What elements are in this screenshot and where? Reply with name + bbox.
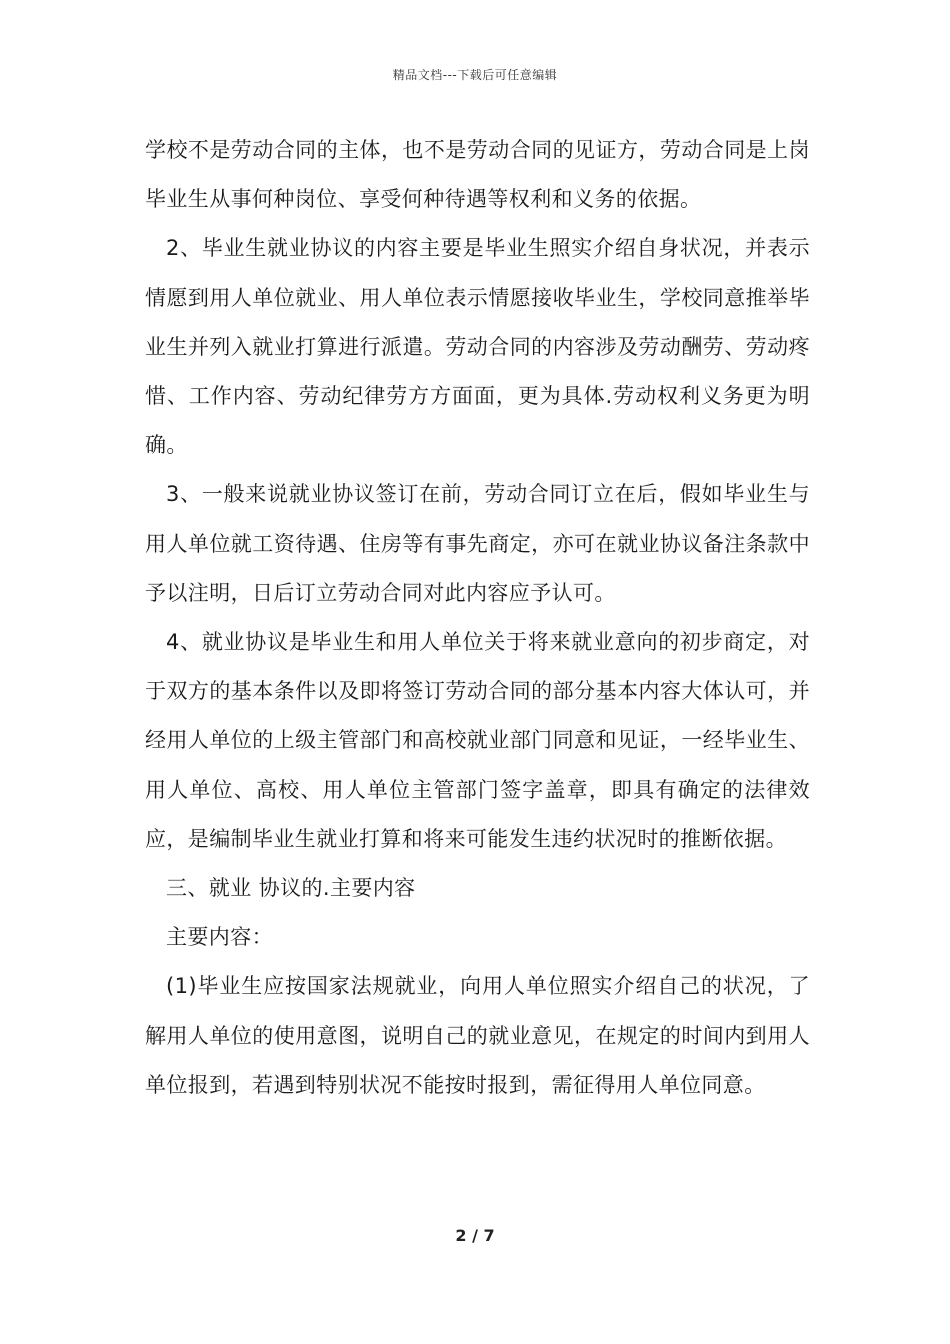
paragraph-item-1: (1)毕业生应按国家法规就业，向用人单位照实介绍自己的状况，了解用人单位的使用意图，说明自己的就业意见，在规定的时间内到用人单位报到，若遇到特别状况不能按时报到，需征得用人单位同意。 xyxy=(145,974,810,1097)
subheading-main-content: 主要内容： xyxy=(166,925,273,950)
paragraph-contract-subject: 学校不是劳动合同的主体，也不是劳动合同的见证方，劳动合同是上岗毕业生从事何种岗位、享受何种待遇等权利和义务的依据。 xyxy=(145,138,810,212)
paragraph-point-4: 4、就业协议是毕业生和用人单位关于将来就业意向的初步商定，对于双方的基本条件以及即将签订劳动合同的部分基本内容大体认可，并经用人单位的上级主管部门和高校就业部门同意和见证，一经毕业生、用人单位、高校、用人单位主管部门签字盖章，即具有确定的法律效应，是编制毕业生就业打算和将来可能发生违约状况时的推断依据。 xyxy=(145,630,810,851)
paragraph-point-3: 3、一般来说就业协议签订在前，劳动合同订立在后，假如毕业生与用人单位就工资待遇、住房等有事先商定，亦可在就业协议备注条款中予以注明，日后订立劳动合同对此内容应予认可。 xyxy=(145,482,810,605)
page-number: 2 / 7 xyxy=(455,1226,495,1245)
page-header: 精品文档---下载后可任意编辑 xyxy=(392,68,558,82)
document-body xyxy=(145,126,810,1110)
paragraph-point-2: 2、毕业生就业协议的内容主要是毕业生照实介绍自身状况，并表示情愿到用人单位就业、用人单位表示情愿接收毕业生，学校同意推举毕业生并列入就业打算进行派遣。劳动合同的内容涉及劳动酬劳、劳动疼惜、工作内容、劳动纪律劳方方面面，更为具体.劳动权利义务更为明确。 xyxy=(145,236,810,458)
section-heading-main-content: 三、就业 协议的.主要内容 xyxy=(166,876,416,901)
